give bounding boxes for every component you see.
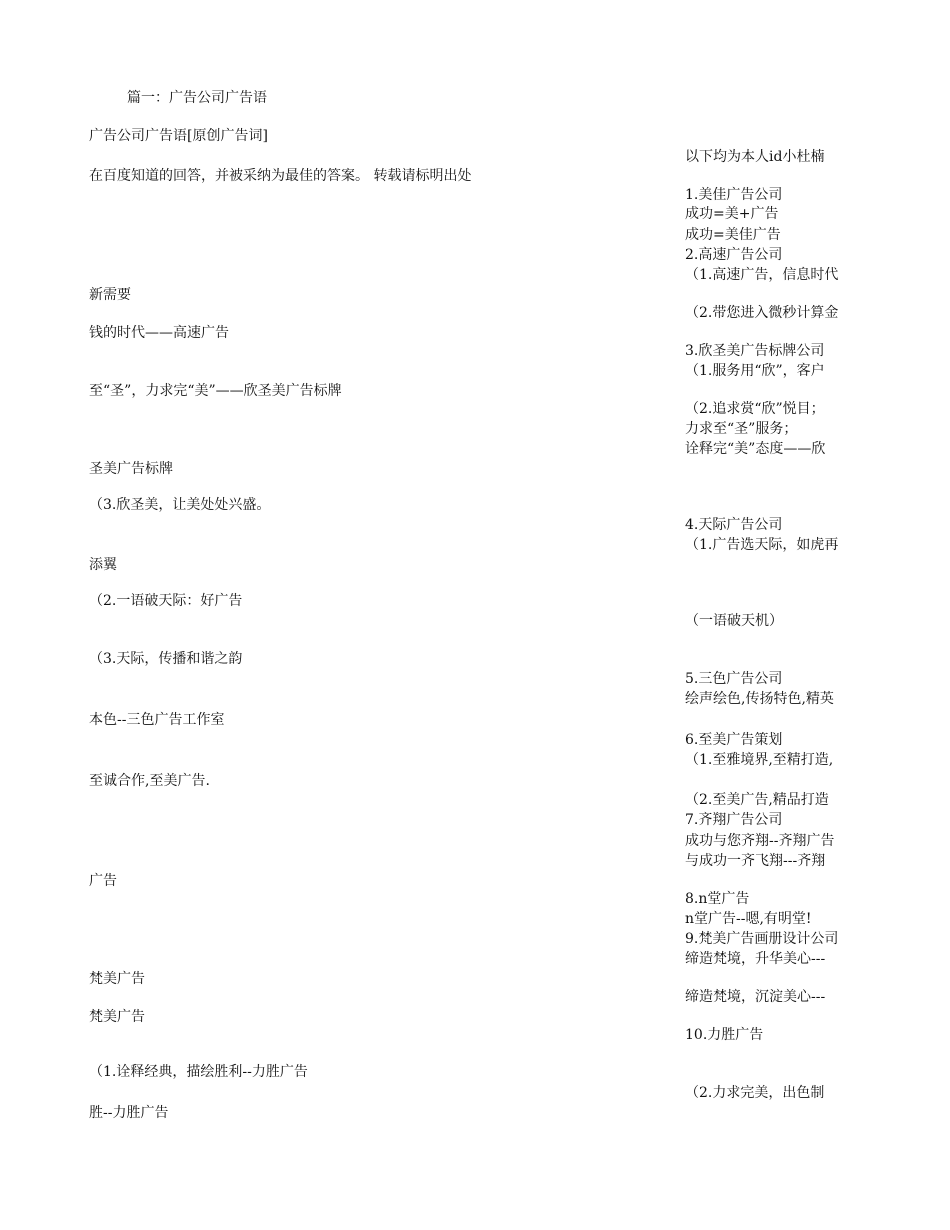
text-line: 5.三色广告公司 [685, 671, 783, 687]
text-line: 广告 [89, 873, 117, 889]
text-line: 至诚合作,至美广告. [89, 773, 210, 789]
text-line: （1.服务用“欣”，客户 [685, 363, 825, 379]
text-line: 4.天际广告公司 [685, 517, 783, 533]
text-line: 梵美广告 [89, 1009, 145, 1025]
text-line: 2.高速广告公司 [685, 247, 783, 263]
text-line: 以下均为本人id小杜楠 [685, 149, 825, 165]
text-line: 广告公司广告语[原创广告词] [89, 128, 268, 144]
text-line: 10.力胜广告 [685, 1027, 764, 1043]
text-line: 力求至“圣”服务； [685, 421, 798, 437]
text-line: （3.欣圣美，让美处处兴盛。 [89, 497, 271, 513]
text-line: 圣美广告标牌 [89, 461, 173, 477]
text-line: 7.齐翔广告公司 [685, 812, 783, 828]
text-line: 胜--力胜广告 [89, 1105, 169, 1121]
text-line: 3.欣圣美广告标牌公司 [685, 343, 825, 359]
text-line: （2.带您进入微秒计算金 [685, 305, 839, 321]
text-line: （2.一语破天际：好广告 [89, 593, 243, 609]
text-line: n堂广告--嗯,有明堂! [685, 911, 812, 927]
text-line: 添翼 [89, 557, 117, 573]
text-line: （1.高速广告，信息时代 [685, 267, 839, 283]
text-line: 缔造梵境，沉淀美心--- [685, 989, 826, 1005]
text-line: （2.追求赏“欣”悦目； [685, 401, 825, 417]
text-line: （2.至美广告,精品打造 [685, 792, 829, 808]
text-line: 缔造梵境，升华美心--- [685, 951, 826, 967]
text-line: （1.广告选天际，如虎再 [685, 537, 839, 553]
text-line: 成功=美+广告 [685, 206, 779, 222]
text-line: 在百度知道的回答，并被采纳为最佳的答案。 转载请标明出处 [89, 168, 472, 184]
text-line: 成功与您齐翔--齐翔广告 [685, 833, 835, 849]
text-line: 9.梵美广告画册设计公司 [685, 931, 839, 947]
text-line: 绘声绘色,传扬特色,精英 [685, 691, 834, 707]
text-line: 与成功一齐飞翔---齐翔 [685, 853, 826, 869]
text-line: 钱的时代——高速广告 [89, 325, 229, 341]
text-line: （3.天际，传播和谐之韵 [89, 651, 243, 667]
text-line: （1.诠释经典，描绘胜利--力胜广告 [89, 1064, 308, 1080]
text-line: 新需要 [89, 287, 131, 303]
text-line: （一语破天机） [685, 613, 783, 629]
text-line: 6.至美广告策划 [685, 732, 783, 748]
text-line: 本色--三色广告工作室 [89, 712, 225, 728]
text-line: 成功=美佳广告 [685, 227, 781, 243]
document-title: 篇一：广告公司广告语 [127, 90, 267, 106]
text-line: 1.美佳广告公司 [685, 187, 783, 203]
text-line: （1.至雅境界,至精打造, [685, 752, 834, 768]
text-line: （2.力求完美，出色制 [685, 1085, 825, 1101]
text-line: 至“圣”，力求完“美”——欣圣美广告标牌 [89, 383, 342, 399]
text-line: 梵美广告 [89, 971, 145, 987]
text-line: 8.n堂广告 [685, 891, 750, 907]
text-line: 诠释完“美”态度——欣 [685, 441, 826, 457]
